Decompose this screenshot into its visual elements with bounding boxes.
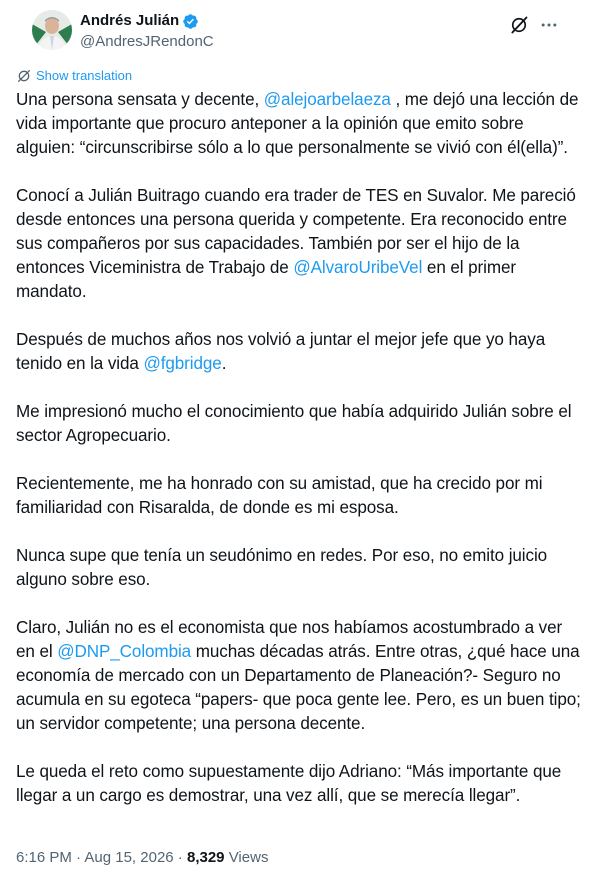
- tweet-meta: [16, 848, 268, 868]
- paragraph-8: Le queda el reto como supuestamente dijo Adriano: “Más importante que llegar a un cargo es demostrar, una vez allí, que se merecía llegar”.: [16, 762, 562, 805]
- paragraph-3: [16, 328, 581, 376]
- paragraph-2: [16, 184, 581, 304]
- translate-icon: [16, 68, 32, 84]
- more-options-button[interactable]: [534, 10, 564, 40]
- tweet-text: [16, 88, 581, 832]
- user-handle[interactable]: @AndresJRendonC: [80, 33, 214, 50]
- tweet-header: [16, 0, 578, 62]
- views-label: Views: [224, 849, 269, 866]
- text-segment: Conocí a Julián Buitrago cuando era trader de TES en Suvalor. Me pareció desde entonces una persona querida y competente. Era reconocido entre sus compañeros por sus capacidades. También por ser el hijo de la entonces Viceministra de Trabajo de: [16, 186, 576, 277]
- header-actions: [504, 10, 564, 40]
- text-segment: Después de muchos años nos volvió a juntar el mejor jefe que yo haya tenido en la vida: [16, 330, 546, 373]
- grok-button[interactable]: [504, 10, 534, 40]
- avatar-image: [32, 10, 72, 50]
- more-icon: [539, 15, 559, 35]
- display-name[interactable]: Andrés Julián: [80, 12, 180, 29]
- paragraph-6: Nunca supe que tenía un seudónimo en redes. Por eso, no emito juicio alguno sobre eso.: [16, 546, 548, 589]
- paragraph-7: [16, 616, 581, 736]
- mention-fgbridge[interactable]: @fgbridge: [143, 354, 222, 373]
- tweet-time[interactable]: 6:16 PM: [16, 849, 72, 866]
- mention-dnp-colombia[interactable]: @DNP_Colombia: [57, 642, 192, 661]
- mention-alejoarbelaeza[interactable]: @alejoarbelaeza: [263, 90, 391, 109]
- text-segment: , me dejó una lección de vida importante que procuro anteponer a la opinión que emito sobre alguien: “circunscribirse sólo a lo que personalmente se vivió con él(ella)”.: [16, 90, 579, 157]
- text-segment: Una persona sensata y decente,: [16, 90, 264, 109]
- views-count[interactable]: 8,329: [186, 849, 225, 866]
- text-segment: muchas décadas atrás. Entre otras, ¿qué hace una economía de mercado con un Departamento de Planeación?- Seguro no acumula en su egoteca “papers- que poca gente lee. Pero, es un buen tipo; un servidor competente; una persona decente.: [16, 642, 581, 733]
- meta-separator: ·: [71, 849, 85, 866]
- paragraph-5: Recientemente, me ha honrado con su amistad, que ha crecido por mi familiaridad con Risaralda, de donde es mi esposa.: [16, 474, 543, 517]
- paragraph-1: [16, 88, 581, 160]
- show-translation-label: Show translation: [36, 68, 133, 83]
- show-translation-link[interactable]: [16, 67, 132, 85]
- grok-icon: [509, 15, 529, 35]
- text-segment: .: [221, 354, 227, 373]
- text-segment: Claro, Julián no es el economista que nos habíamos acostumbrado a ver en el: [16, 618, 563, 661]
- verified-badge-icon[interactable]: [182, 13, 199, 30]
- name-row: [80, 11, 199, 31]
- text-segment: en el primer mandato.: [16, 258, 516, 301]
- meta-separator: ·: [173, 849, 187, 866]
- tweet-date[interactable]: Aug 15, 2026: [84, 849, 174, 866]
- mention-alvarouribevel[interactable]: @AlvaroUribeVel: [293, 258, 423, 277]
- paragraph-4: Me impresionó mucho el conocimiento que había adquirido Julián sobre el sector Agropecuario.: [16, 402, 572, 445]
- avatar[interactable]: [32, 10, 72, 50]
